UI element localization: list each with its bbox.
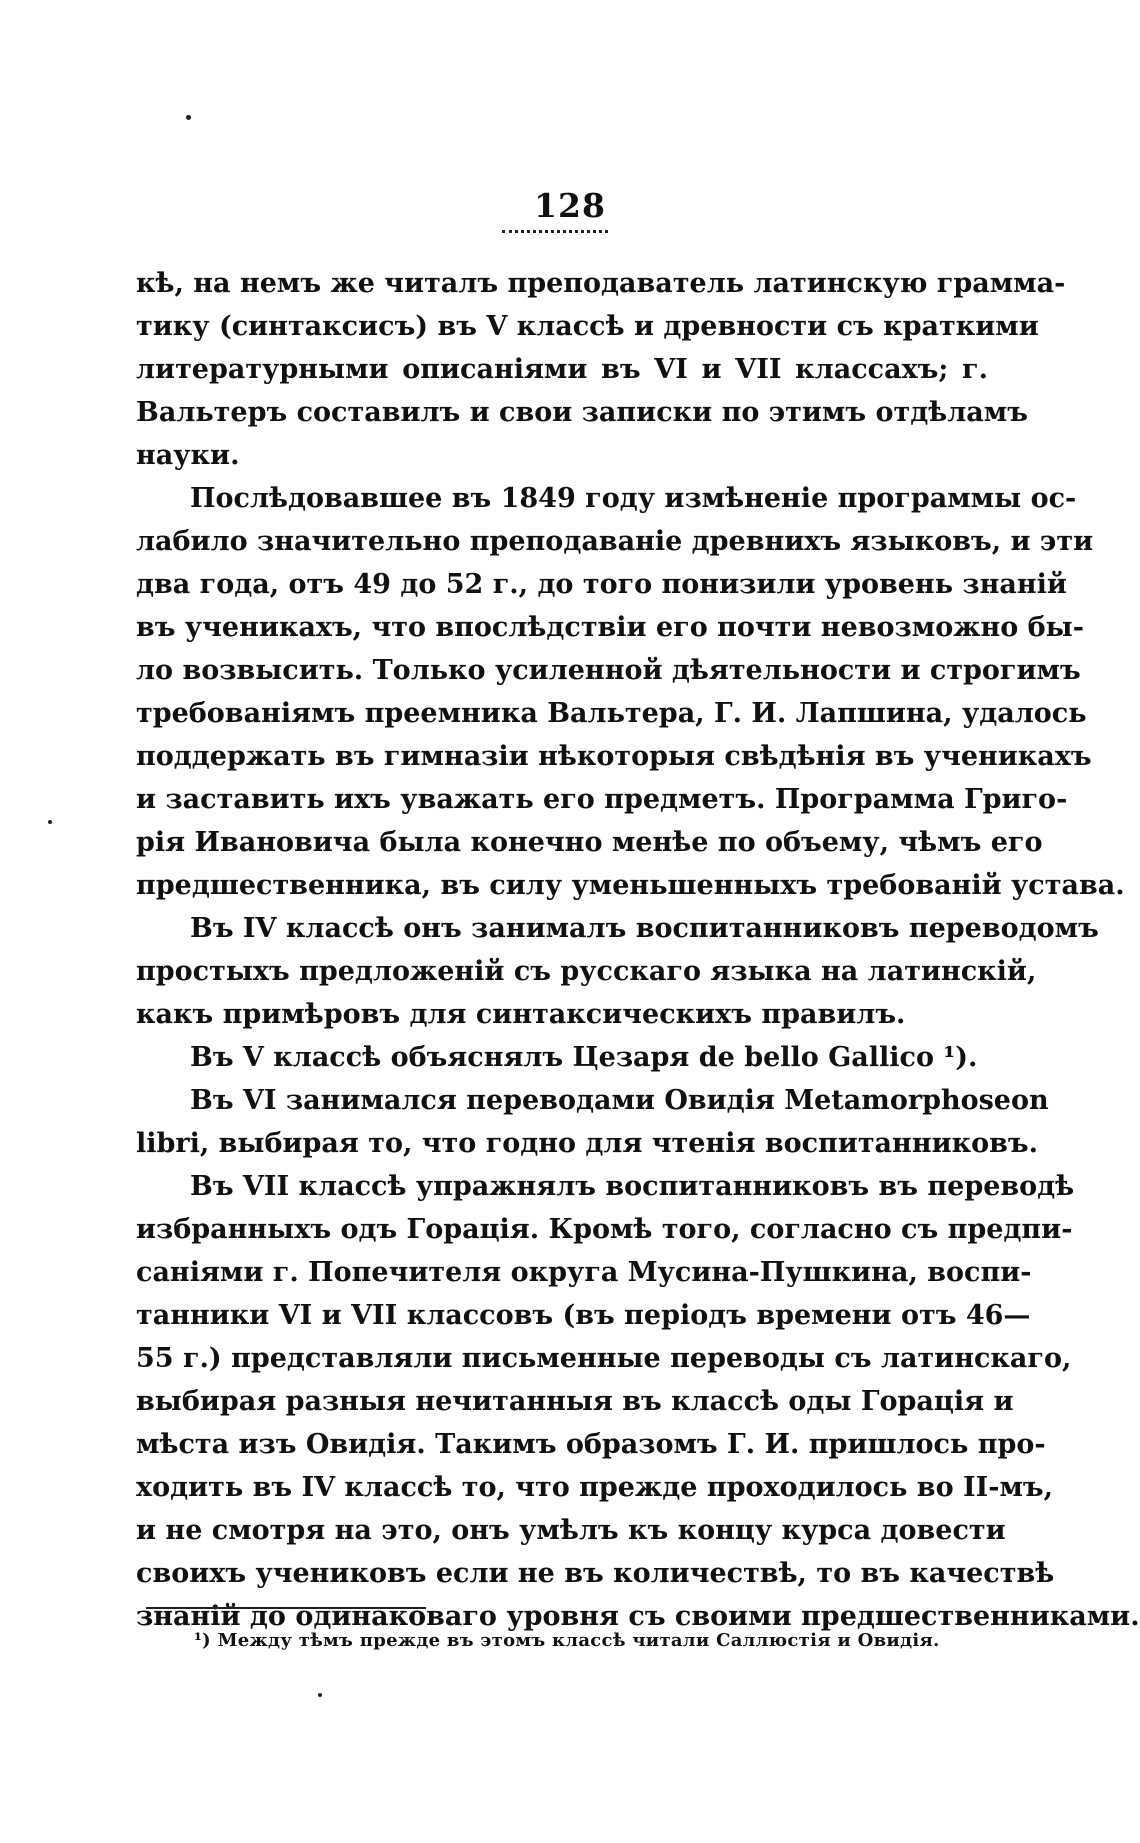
text-line: два года, отъ 49 до 52 г., до того понизили уровень знаній: [136, 569, 1067, 600]
text-line: ходить въ IV классѣ то, что прежде проходилось во II-мъ,: [136, 1472, 1054, 1503]
text-line: libri, выбирая то, что годно для чтенія воспитанниковъ.: [136, 1128, 1038, 1159]
text-line: 55 г.) представляли письменные переводы съ латинскаго,: [136, 1343, 1072, 1374]
text-line: литературными описаніями въ VI и VII классахъ; г.: [136, 354, 988, 385]
footnote: ¹) Между тѣмъ прежде въ этомъ классѣ читали Саллюстія и Овидія.: [194, 1630, 940, 1651]
text-line: Въ IV классѣ онъ занималъ воспитанниковъ переводомъ: [190, 913, 1099, 944]
text-line: въ ученикахъ, что впослѣдствіи его почти невозможно бы-: [136, 612, 1084, 643]
page-number-underline: [502, 230, 608, 233]
text-line: лабило значительно преподаваніе древнихъ языковъ, и эти: [136, 526, 1094, 557]
scan-speck: [318, 1693, 322, 1697]
text-line: саніями г. Попечителя округа Мусина-Пушкина, воспи-: [136, 1257, 1032, 1288]
text-line: науки.: [136, 440, 240, 471]
text-line: знаній до одинаковаго уровня съ своими предшественниками.: [136, 1601, 1140, 1632]
text-line: простыхъ предложеній съ русскаго языка на латинскій,: [136, 956, 1037, 987]
text-line: какъ примѣровъ для синтаксическихъ правилъ.: [136, 999, 906, 1030]
text-line: танники VI и VII классовъ (въ періодъ времени отъ 46—: [136, 1300, 1031, 1331]
text-line: и заставить ихъ уважать его предметъ. Программа Григо-: [136, 784, 1068, 815]
text-line: предшественника, въ силу уменьшенныхъ требованій устава.: [136, 870, 1125, 901]
text-line: Вальтеръ составилъ и свои записки по этимъ отдѣламъ: [136, 397, 1028, 428]
scan-speck: [48, 820, 52, 824]
text-line: и не смотря на это, онъ умѣлъ къ концу курса довести: [136, 1515, 1006, 1546]
text-line: поддержать въ гимназіи нѣкоторыя свѣдѣнія въ ученикахъ: [136, 741, 1092, 772]
text-line: мѣста изъ Овидія. Такимъ образомъ Г. И. пришлось про-: [136, 1429, 1046, 1460]
text-line: тику (синтаксисъ) въ V классѣ и древности съ краткими: [136, 311, 1039, 342]
scan-speck: [186, 115, 191, 120]
page-number: 128: [534, 186, 606, 225]
text-line: ло возвысить. Только усиленной дѣятельности и строгимъ: [136, 655, 1081, 686]
text-line: Послѣдовавшее въ 1849 году измѣненіе программы ос-: [190, 483, 1077, 514]
text-line: выбирая разныя нечитанныя въ классѣ оды Горація и: [136, 1386, 1014, 1417]
text-line: Въ VII классѣ упражнялъ воспитанниковъ въ переводѣ: [190, 1171, 1075, 1202]
text-line: избранныхъ одъ Горація. Кромѣ того, согласно съ предпи-: [136, 1214, 1073, 1245]
text-line: рія Ивановича была конечно менѣе по объему, чѣмъ его: [136, 827, 1043, 858]
text-line: требованіямъ преемника Вальтера, Г. И. Лапшина, удалось: [136, 698, 1087, 729]
text-line: кѣ, на немъ же читалъ преподаватель латинскую грамма-: [136, 268, 1066, 299]
text-line: Въ VI занимался переводами Овидія Metamorphoseon: [190, 1085, 1049, 1116]
footnote-separator: [146, 1607, 426, 1609]
body-text: [136, 262, 1140, 1638]
text-line: своихъ учениковъ если не въ количествѣ, то въ качествѣ: [136, 1558, 1055, 1589]
text-line: Въ V классѣ объяснялъ Цезаря de bello Gallico ¹).: [190, 1042, 978, 1073]
